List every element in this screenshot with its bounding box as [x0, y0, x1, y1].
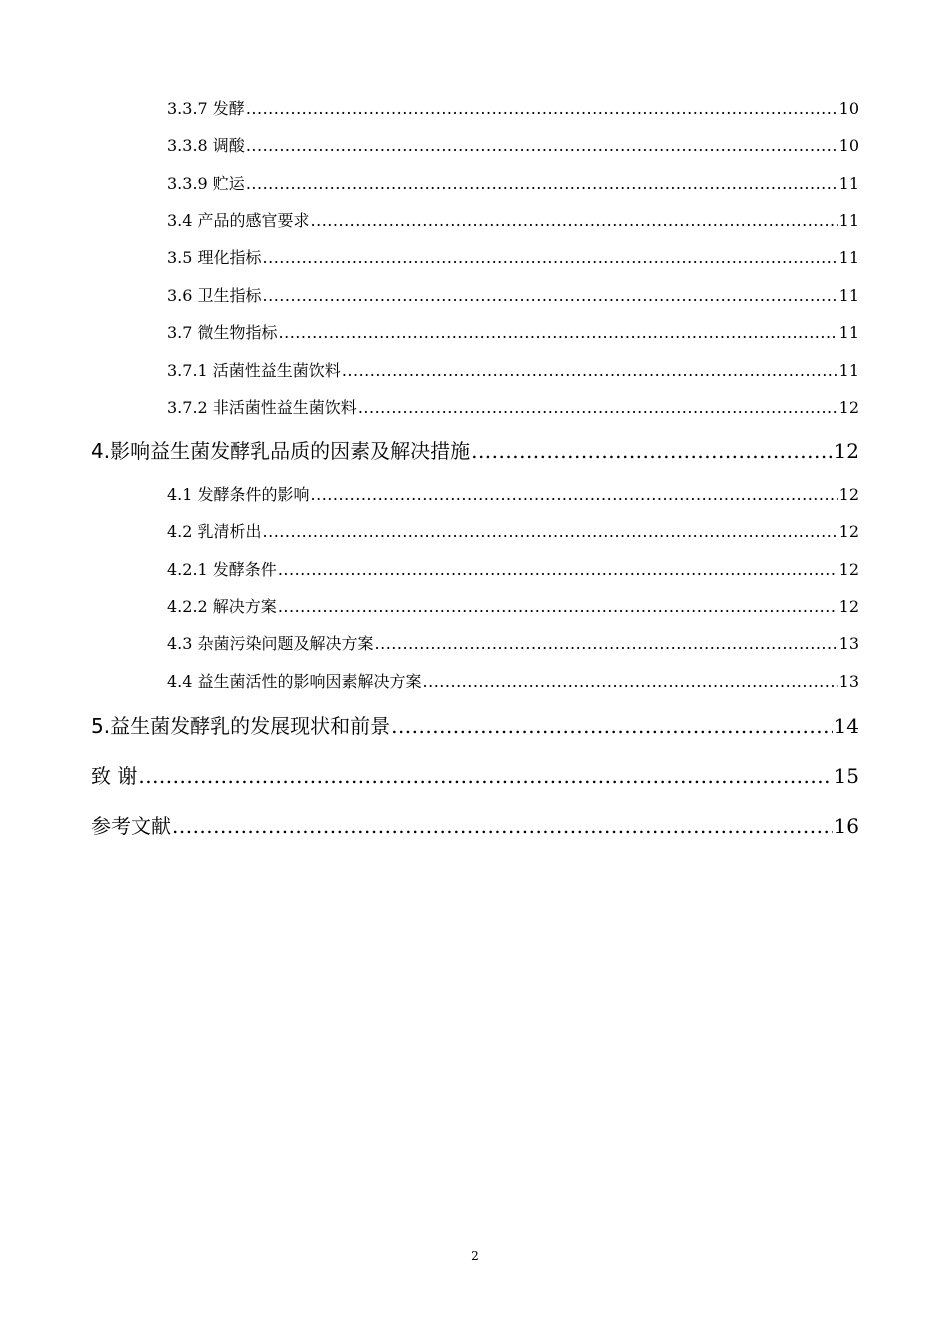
toc-entry-title: 致 谢 [91, 764, 138, 788]
toc-entry[interactable] [167, 98, 859, 120]
dot-leader [311, 484, 838, 506]
toc-entry[interactable] [167, 596, 859, 618]
dot-leader [391, 712, 832, 740]
toc-entry-title: 3.3.8 调酸 [167, 136, 245, 155]
toc-entry[interactable] [167, 559, 859, 581]
toc-entry-title: 3.3.7 发酵 [167, 99, 245, 118]
dot-leader [278, 559, 838, 581]
toc-entry-title: 3.3.9 贮运 [167, 174, 245, 193]
toc-entry[interactable] [167, 360, 859, 382]
dot-leader [358, 397, 838, 419]
toc-entry[interactable] [167, 633, 859, 655]
dot-leader [471, 437, 832, 465]
toc-entry[interactable] [167, 135, 859, 157]
toc-chapter-entry[interactable] [91, 812, 859, 840]
toc-entry-title: 3.7 微生物指标 [167, 323, 278, 342]
toc-entry[interactable] [167, 521, 859, 543]
toc-entry-title: 3.6 卫生指标 [167, 286, 262, 305]
toc-entry-page: 12 [838, 597, 859, 616]
dot-leader [263, 521, 838, 543]
dot-leader [246, 135, 838, 157]
toc-entry-page: 12 [838, 398, 859, 417]
toc-entry-page: 11 [838, 211, 859, 230]
toc-entry-page: 12 [833, 439, 859, 463]
toc-entry-page: 16 [833, 814, 859, 838]
toc-entry[interactable] [167, 671, 859, 693]
toc-entry-title: 4.4 益生菌活性的影响因素解决方案 [167, 672, 422, 691]
toc-entry-page: 15 [833, 764, 859, 788]
toc-entry-page: 12 [838, 560, 859, 579]
toc-entry-title: 4.2 乳清析出 [167, 522, 262, 541]
dot-leader [375, 633, 838, 655]
dot-leader [263, 247, 838, 269]
dot-leader [246, 98, 838, 120]
toc-entry-page: 11 [838, 323, 859, 342]
toc-chapter-entry[interactable] [91, 712, 859, 740]
toc-entry-title: 3.7.1 活菌性益生菌饮料 [167, 361, 341, 380]
toc-entry-title: 3.7.2 非活菌性益生菌饮料 [167, 398, 357, 417]
toc-entry[interactable] [167, 285, 859, 307]
toc-entry-page: 11 [838, 174, 859, 193]
toc-entry[interactable] [167, 247, 859, 269]
toc-entry-title: 4.2.1 发酵条件 [167, 560, 277, 579]
toc-entry-page: 14 [833, 714, 859, 738]
toc-entry-title: 4.影响益生菌发酵乳品质的因素及解决措施 [91, 439, 471, 463]
toc-entry-page: 11 [838, 361, 859, 380]
dot-leader [342, 360, 838, 382]
toc-entry-page: 13 [838, 634, 859, 653]
dot-leader [278, 596, 838, 618]
toc-entry-title: 5.益生菌发酵乳的发展现状和前景 [91, 714, 391, 738]
dot-leader [263, 285, 838, 307]
toc-entry[interactable] [167, 484, 859, 506]
toc-entry-page: 11 [838, 286, 859, 305]
toc-entry-title: 4.2.2 解决方案 [167, 597, 277, 616]
dot-leader [279, 322, 838, 344]
toc-entry-page: 10 [838, 136, 859, 155]
toc-entry-page: 11 [838, 248, 859, 267]
toc-entry[interactable] [167, 173, 859, 195]
toc-chapter-entry[interactable] [91, 762, 859, 790]
toc-entry[interactable] [167, 397, 859, 419]
dot-leader [423, 671, 838, 693]
toc-entry-page: 13 [838, 672, 859, 691]
toc-chapter-entry[interactable] [91, 437, 859, 465]
dot-leader [172, 812, 833, 840]
toc-entry-title: 4.1 发酵条件的影响 [167, 485, 310, 504]
toc-entry[interactable] [167, 210, 859, 232]
toc-entry-page: 12 [838, 522, 859, 541]
page-number: 2 [471, 1249, 479, 1263]
toc-entry-title: 3.4 产品的感官要求 [167, 211, 310, 230]
toc-entry-title: 参考文献 [91, 814, 171, 838]
toc-entry-page: 12 [838, 485, 859, 504]
dot-leader [311, 210, 838, 232]
toc-entry-title: 4.3 杂菌污染问题及解决方案 [167, 634, 374, 653]
dot-leader [138, 762, 832, 790]
toc-entry-title: 3.5 理化指标 [167, 248, 262, 267]
toc-entry[interactable] [167, 322, 859, 344]
toc-entry-page: 10 [838, 99, 859, 118]
dot-leader [246, 173, 838, 195]
